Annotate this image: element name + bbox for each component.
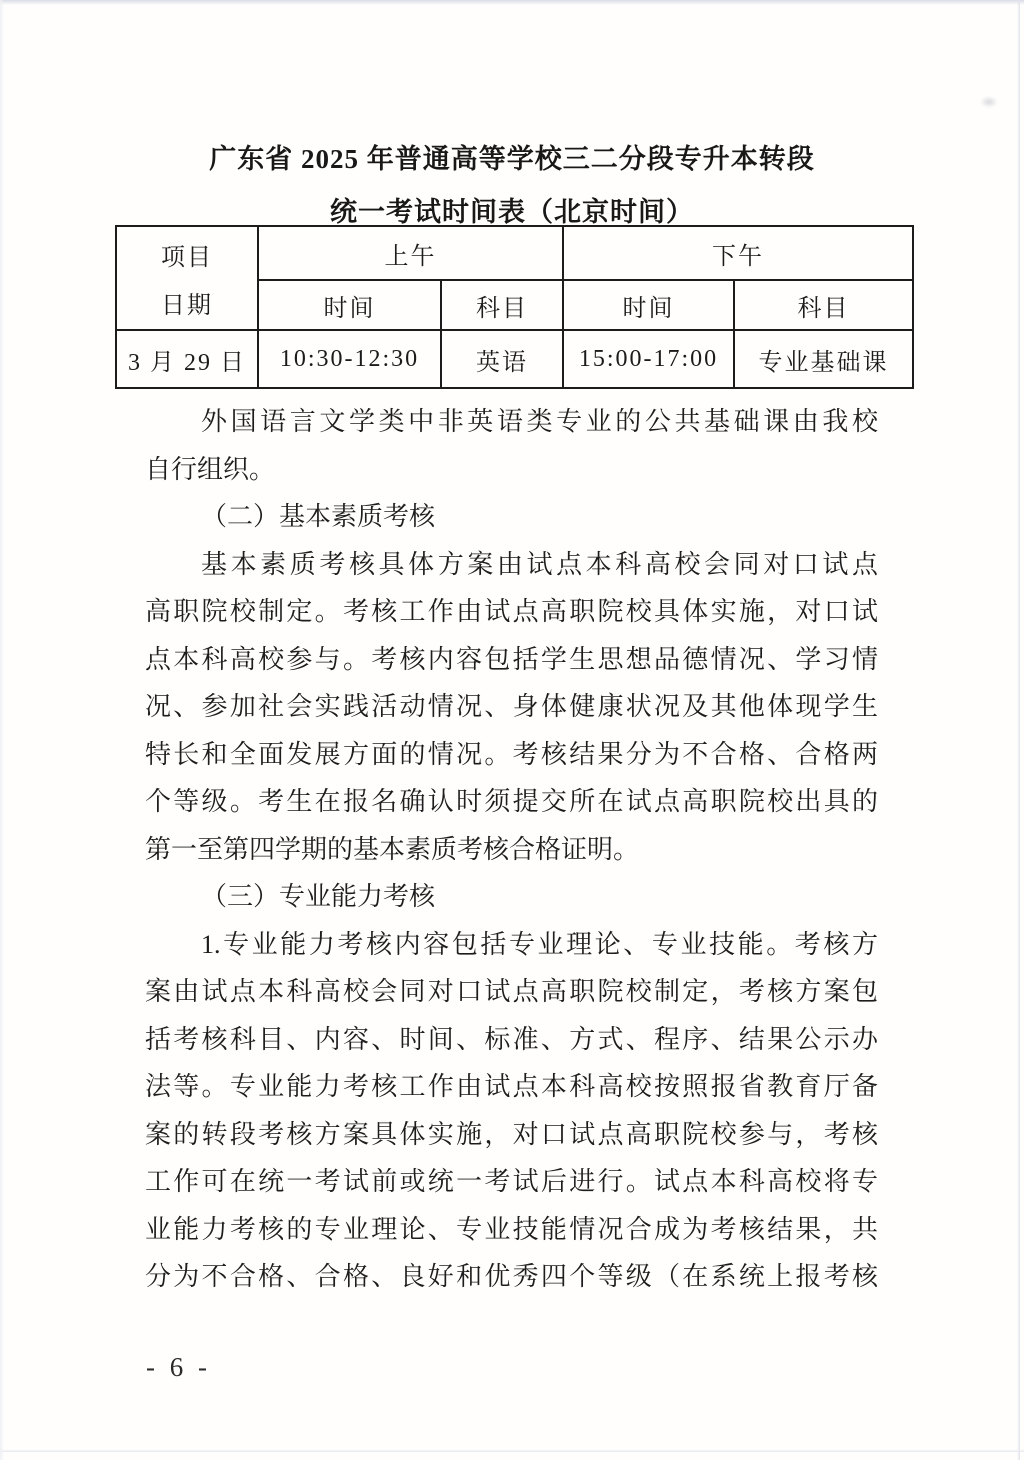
document-title-line2: 统一考试时间表（北京时间） xyxy=(330,197,694,227)
body-line: 括考核科目、内容、时间、标准、方式、程序、结果公示办 xyxy=(145,1024,878,1054)
table-header-morning-subject: 科目 xyxy=(441,280,563,330)
body-line: 分为不合格、合格、良好和优秀四个等级（在系统上报考核 xyxy=(145,1262,878,1291)
section-heading-3: （三）专业能力考核 xyxy=(201,882,436,911)
corner-label-item: 项目 xyxy=(161,244,213,271)
cell-exam-date: 3 月 29 日 xyxy=(116,330,258,388)
section-heading-2: （二）基本素质考核 xyxy=(201,502,436,531)
table-corner-cell xyxy=(116,226,258,330)
table-header-afternoon-subject: 科目 xyxy=(734,280,913,330)
table-header-afternoon: 下午 xyxy=(563,226,913,280)
scan-artifact xyxy=(980,96,998,108)
cell-morning-time: 10:30-12:30 xyxy=(258,330,441,388)
cell-morning-subject: 英语 xyxy=(441,330,563,388)
cell-afternoon-time: 15:00-17:00 xyxy=(563,330,734,388)
page-edge-top xyxy=(0,0,1024,5)
exam-schedule-table xyxy=(115,225,914,389)
body-line: 高职院校制定。考核工作由试点高职院校具体实施，对口试 xyxy=(145,597,878,626)
body-line: 工作可在统一考试前或统一考试后进行。试点本科高校将专 xyxy=(145,1167,878,1196)
table-header-morning-time: 时间 xyxy=(258,280,441,330)
page-edge-bottom xyxy=(0,1449,1024,1452)
table-header-afternoon-time: 时间 xyxy=(563,280,734,330)
body-line: 业能力考核的专业理论、专业技能情况合成为考核结果，共 xyxy=(145,1214,878,1244)
body-line: 基本素质考核具体方案由试点本科高校会同对口试点 xyxy=(201,549,878,579)
body-line: 自行组织。 xyxy=(145,454,276,484)
table-row xyxy=(116,330,913,388)
body-line: 况、参加社会实践活动情况、身体健康状况及其他体现学生 xyxy=(145,692,878,721)
body-line: 案由试点本科高校会同对口试点高职院校制定，考核方案包 xyxy=(145,977,878,1006)
cell-afternoon-subject: 专业基础课 xyxy=(734,330,913,388)
body-line: 个等级。考生在报名确认时须提交所在试点高职院校出具的 xyxy=(145,787,878,816)
body-line: 外国语言文学类中非英语类专业的公共基础课由我校 xyxy=(201,407,878,436)
body-line: 特长和全面发展方面的情况。考核结果分为不合格、合格两 xyxy=(145,739,878,769)
body-line: 1.专业能力考核内容包括专业理论、专业技能。考核方 xyxy=(201,929,878,959)
body-text xyxy=(145,398,878,1301)
body-line: 案的转段考核方案具体实施，对口试点高职院校参与，考核 xyxy=(145,1119,878,1149)
document-title-line1: 广东省 2025 年普通高等学校三二分段专升本转段 xyxy=(209,144,815,174)
page-number: - 6 - xyxy=(146,1352,211,1382)
corner-label-date: 日期 xyxy=(161,292,213,319)
body-line: 法等。专业能力考核工作由试点本科高校按照报省教育厅备 xyxy=(145,1072,878,1101)
body-line: 第一至第四学期的基本素质考核合格证明。 xyxy=(145,834,640,864)
body-line: 点本科高校参与。考核内容包括学生思想品德情况、学习情 xyxy=(145,644,878,674)
table-header-morning: 上午 xyxy=(258,226,563,280)
